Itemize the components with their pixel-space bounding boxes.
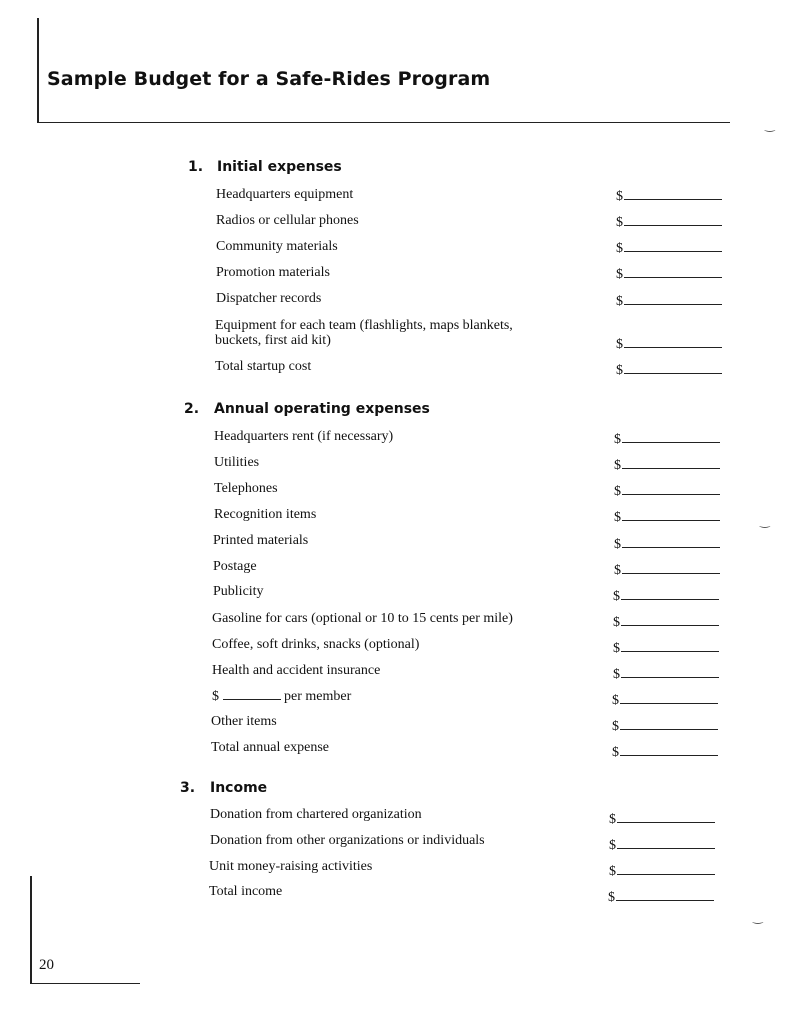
- line-item: Equipment for each team (flashlights, maps blankets,: [215, 318, 513, 333]
- amount-field[interactable]: $: [614, 456, 720, 474]
- total-amount-field[interactable]: $: [616, 361, 722, 379]
- total-amount-field[interactable]: $: [612, 743, 718, 761]
- line-item: Promotion materials: [216, 265, 330, 280]
- line-item: Postage: [213, 559, 257, 574]
- section-number: 2.: [184, 401, 200, 417]
- amount-field[interactable]: $: [613, 587, 719, 605]
- amount-field[interactable]: $: [613, 613, 719, 631]
- total-line: Total annual expense: [211, 740, 329, 755]
- section-number: 3.: [180, 780, 196, 796]
- section-heading: Initial expenses: [217, 159, 342, 175]
- section-heading: Annual operating expenses: [214, 401, 430, 417]
- amount-field[interactable]: $: [614, 561, 720, 579]
- line-item: Gasoline for cars (optional or 10 to 15 cents per mile): [212, 611, 513, 626]
- header-left-rule: [37, 18, 39, 122]
- line-item: Donation from other organizations or individuals: [210, 833, 485, 848]
- line-item: Donation from chartered organization: [210, 807, 422, 822]
- amount-field[interactable]: $: [612, 717, 718, 735]
- section-heading: Income: [210, 780, 268, 796]
- per-member-line: $ per member: [212, 689, 352, 704]
- per-member-amount-field[interactable]: [223, 689, 281, 700]
- line-item: Unit money-raising activities: [209, 859, 373, 874]
- total-line: Total startup cost: [215, 359, 312, 374]
- section-annual-operating-expenses: [184, 401, 744, 761]
- amount-field[interactable]: $: [616, 187, 722, 205]
- section-initial-expenses: [188, 159, 748, 389]
- amount-field[interactable]: $: [614, 535, 720, 553]
- line-item: Telephones: [214, 481, 278, 496]
- total-line: Total income: [209, 884, 283, 896]
- section-income: [180, 780, 740, 910]
- total-amount-field[interactable]: $: [608, 888, 714, 906]
- footer-bottom-rule: [30, 983, 140, 984]
- line-item: Utilities: [214, 455, 260, 470]
- amount-field[interactable]: $: [609, 862, 715, 880]
- amount-field[interactable]: $: [612, 691, 718, 709]
- amount-field[interactable]: $: [614, 482, 720, 500]
- scan-mark: ‿: [765, 118, 775, 132]
- amount-field[interactable]: $: [609, 836, 715, 854]
- line-item: Other items: [211, 714, 277, 729]
- amount-field[interactable]: $: [614, 430, 720, 448]
- line-item: Recognition items: [214, 507, 317, 522]
- line-item-continuation: buckets, first aid kit): [215, 333, 331, 348]
- line-item: Headquarters rent (if necessary): [214, 429, 394, 444]
- page-title: Sample Budget for a Safe-Rides Program: [47, 68, 491, 90]
- scan-mark: ‿: [753, 910, 763, 924]
- line-item: Health and accident insurance: [212, 663, 381, 678]
- header-bottom-rule: [37, 122, 730, 123]
- line-item: Publicity: [213, 584, 264, 599]
- line-item: Coffee, soft drinks, snacks (optional): [212, 637, 420, 652]
- amount-field[interactable]: $: [616, 265, 722, 283]
- section-number: 1.: [188, 159, 204, 175]
- line-item: Dispatcher records: [216, 291, 322, 306]
- amount-field[interactable]: $: [609, 810, 715, 828]
- page-number: 20: [39, 957, 54, 973]
- amount-field[interactable]: $: [616, 292, 722, 310]
- amount-field[interactable]: $: [614, 508, 720, 526]
- line-item: Radios or cellular phones: [216, 213, 359, 228]
- line-item: Community materials: [216, 239, 338, 254]
- line-item: Headquarters equipment: [216, 187, 354, 202]
- amount-field[interactable]: $: [616, 213, 722, 231]
- amount-field[interactable]: $: [613, 639, 719, 657]
- scan-mark: ‿: [760, 514, 770, 528]
- amount-field[interactable]: $: [616, 239, 722, 257]
- footer-left-rule: [30, 876, 32, 984]
- amount-field[interactable]: $: [613, 665, 719, 683]
- line-item: Printed materials: [213, 533, 309, 548]
- amount-field[interactable]: $: [616, 335, 722, 353]
